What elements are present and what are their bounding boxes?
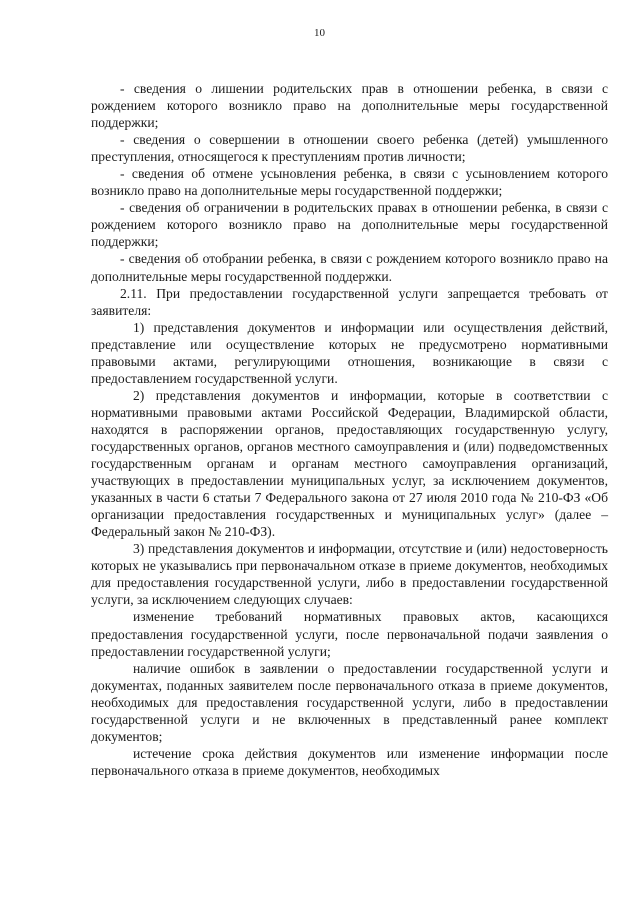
paragraph-6: 2.11. При предоставлении государственной услуги запрещается требовать от заявителя:: [91, 285, 608, 318]
paragraph-7: 1) представления документов и информации или осуществления действий, представление или осуществление которых не предусмотрено нормативными правовыми актами, регулирующими отношения, возникающие в связи с предоставлением государственной услуги.: [91, 319, 608, 386]
paragraph-11: наличие ошибок в заявлении о предоставлении государственной услуги и документах, поданных заявителем после первоначального отказа в приеме документов, необходимых для предоставления государственной услуги, либо в предоставлении государственной услуги и не включенных в представленный ранее комплект документов;: [91, 660, 608, 744]
paragraph-2: - сведения о совершении в отношении своего ребенка (детей) умышленного преступления, относящегося к преступлениям против личности;: [91, 132, 608, 165]
paragraph-4: - сведения об ограничении в родительских правах в отношении ребенка, в связи с рождением которого возникло право на дополнительные меры государственной поддержки;: [91, 200, 608, 250]
paragraph-9: 3) представления документов и информации, отсутствие и (или) недостоверность которых не указывались при первоначальном отказе в приеме документов, необходимых для предоставления государственной услуги, либо в предоставлении государственной услуги, за исключением следующих случаев:: [91, 541, 608, 608]
paragraph-12: истечение срока действия документов или изменение информации после первоначального отказа в приеме документов, необходимых: [91, 745, 608, 778]
page-number: 10: [314, 27, 325, 39]
paragraph-5: - сведения об отобрании ребенка, в связи с рождением которого возникло право на дополнительные меры государственной поддержки.: [91, 251, 608, 284]
paragraph-10: изменение требований нормативных правовых актов, касающихся предоставления государственной услуги, после первоначальной подачи заявления о предоставлении государственной услуги;: [91, 609, 608, 659]
paragraph-1: - сведения о лишении родительских прав в отношении ребенка, в связи с рождением которого возникло право на дополнительные меры государственной поддержки;: [91, 81, 608, 131]
paragraph-3: - сведения об отмене усыновления ребенка, в связи с усыновлением которого возникло право на дополнительные меры государственной поддержки;: [91, 166, 608, 199]
document-body: [91, 80, 608, 779]
paragraph-8: 2) представления документов и информации, которые в соответствии с нормативными правовыми актами Российской Федерации, Владимирской области, находятся в распоряжении органов, предоставляющих государственную услугу, государственных органов, органов местного самоуправления и (или) подведомственных государственным органам и органам местного самоуправления организаций, участвующих в предоставлении муниципальных услуг, за исключением документов, указанных в части 6 статьи 7 Федерального закона от 27 июля 2010 года № 210-ФЗ «Об организации предоставления государственных и муниципальных услуг» (далее – Федеральный закон № 210-ФЗ).: [91, 387, 608, 540]
